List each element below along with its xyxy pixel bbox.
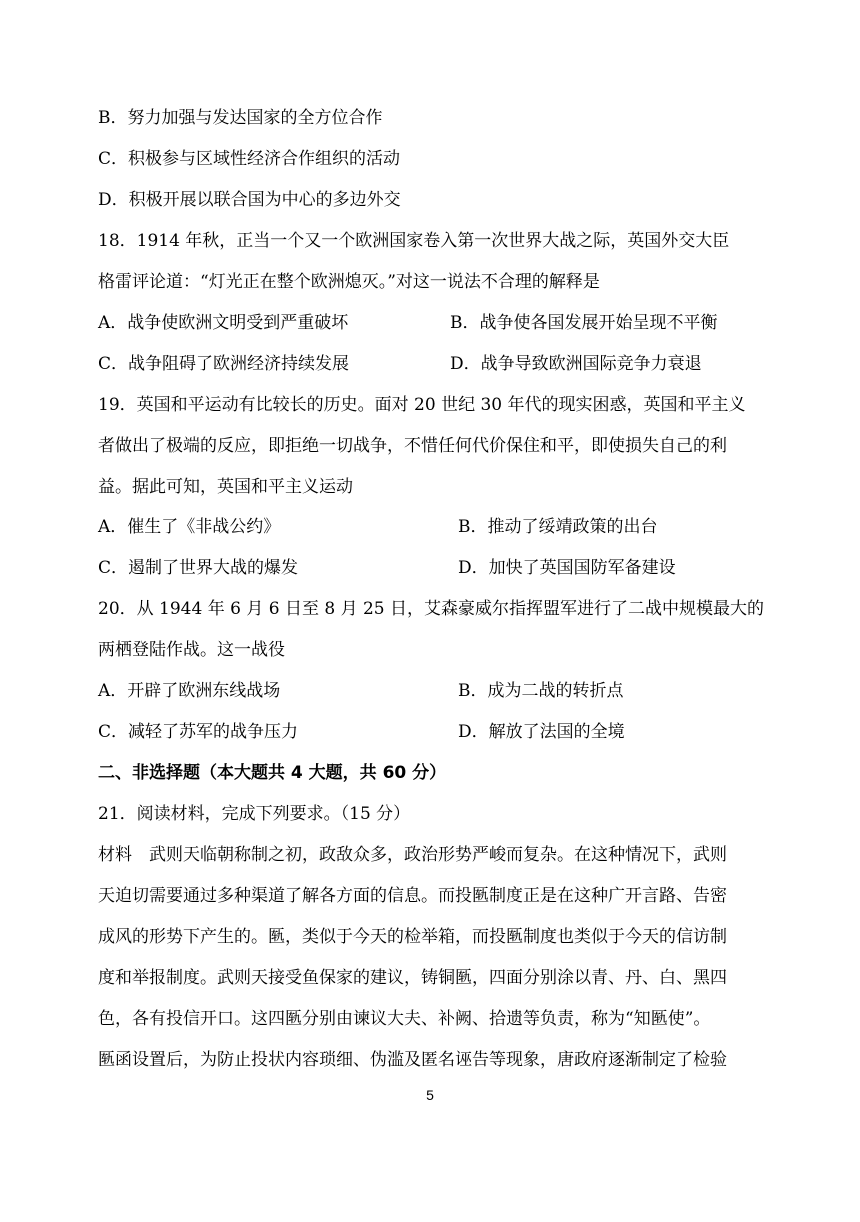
q20-option-d: D．解放了法国的全境 — [458, 722, 625, 742]
q18-stem-line-1: 18．1914 年秋，正当一个又一个欧洲国家卷入第一次世界大战之际，英国外交大臣 — [98, 231, 730, 251]
q18-option-d: D．战争导致欧洲国际竞争力衰退 — [450, 354, 702, 374]
q20-option-a: A．开辟了欧洲东线战场 — [98, 681, 281, 701]
q17-option-d: D．积极开展以联合国为中心的多边外交 — [98, 190, 401, 210]
q21-material-line-5: 色，各有投信开口。这四匦分别由谏议大夫、补阙、拾遗等负责，称为“知匦使”。 — [98, 1009, 711, 1029]
q21-material-line-2: 天迫切需要通过多种渠道了解各方面的信息。而投匦制度正是在这种广开言路、告密 — [98, 886, 727, 906]
q18-stem-line-2: 格雷评论道：“灯光正在整个欧洲熄灭。”对这一说法不合理的解释是 — [98, 272, 600, 292]
q20-option-c: C．减轻了苏军的战争压力 — [98, 722, 299, 742]
q20-stem-line-1: 20．从 1944 年 6 月 6 日至 8 月 25 日，艾森豪威尔指挥盟军进行了二战中规模最大的 — [98, 599, 765, 619]
q18-option-a: A．战争使欧洲文明受到严重破坏 — [98, 313, 349, 333]
q19-option-b: B．推动了绥靖政策的出台 — [458, 517, 658, 537]
q17-option-b: B．努力加强与发达国家的全方位合作 — [98, 108, 383, 128]
q19-option-a: A．催生了《非战公约》 — [98, 517, 281, 537]
q19-option-d: D．加快了英国国防军备建设 — [458, 558, 676, 578]
q19-stem-line-2: 者做出了极端的反应，即拒绝一切战争，不惜任何代价保住和平，即使损失自己的利 — [98, 436, 727, 456]
q20-option-b: B．成为二战的转折点 — [458, 681, 624, 701]
q18-option-c: C．战争阻碍了欧洲经济持续发展 — [98, 354, 350, 374]
section-2-heading: 二、非选择题（本大题共 4 大题，共 60 分） — [98, 763, 447, 783]
q20-stem-line-2: 两栖登陆作战。这一战役 — [98, 640, 285, 660]
q21-material-line-3: 成风的形势下产生的。匦，类似于今天的检举箱，而投匦制度也类似于今天的信访制 — [98, 927, 727, 947]
q18-option-b: B．战争使各国发展开始呈现不平衡 — [450, 313, 718, 333]
q19-stem-line-3: 益。据此可知，英国和平主义运动 — [98, 477, 353, 497]
q19-stem-line-1: 19．英国和平运动有比较长的历史。面对 20 世纪 30 年代的现实困惑，英国和平主义 — [98, 395, 746, 415]
q21-material-line-4: 度和举报制度。武则天接受鱼保家的建议，铸铜匦，四面分别涂以青、丹、白、黑四 — [98, 968, 727, 988]
q17-option-c: C．积极参与区域性经济合作组织的活动 — [98, 149, 401, 169]
q19-option-c: C．遏制了世界大战的爆发 — [98, 558, 299, 578]
page-number: 5 — [426, 1087, 434, 1103]
q21-material-line-6: 匦函设置后，为防止投状内容琐细、伪滥及匿名诬告等现象，唐政府逐渐制定了检验 — [98, 1050, 727, 1070]
q21-material-line-1: 材料 武则天临朝称制之初，政敌众多，政治形势严峻而复杂。在这种情况下，武则 — [98, 845, 727, 865]
q21-stem: 21．阅读材料，完成下列要求。（15 分） — [98, 804, 411, 824]
